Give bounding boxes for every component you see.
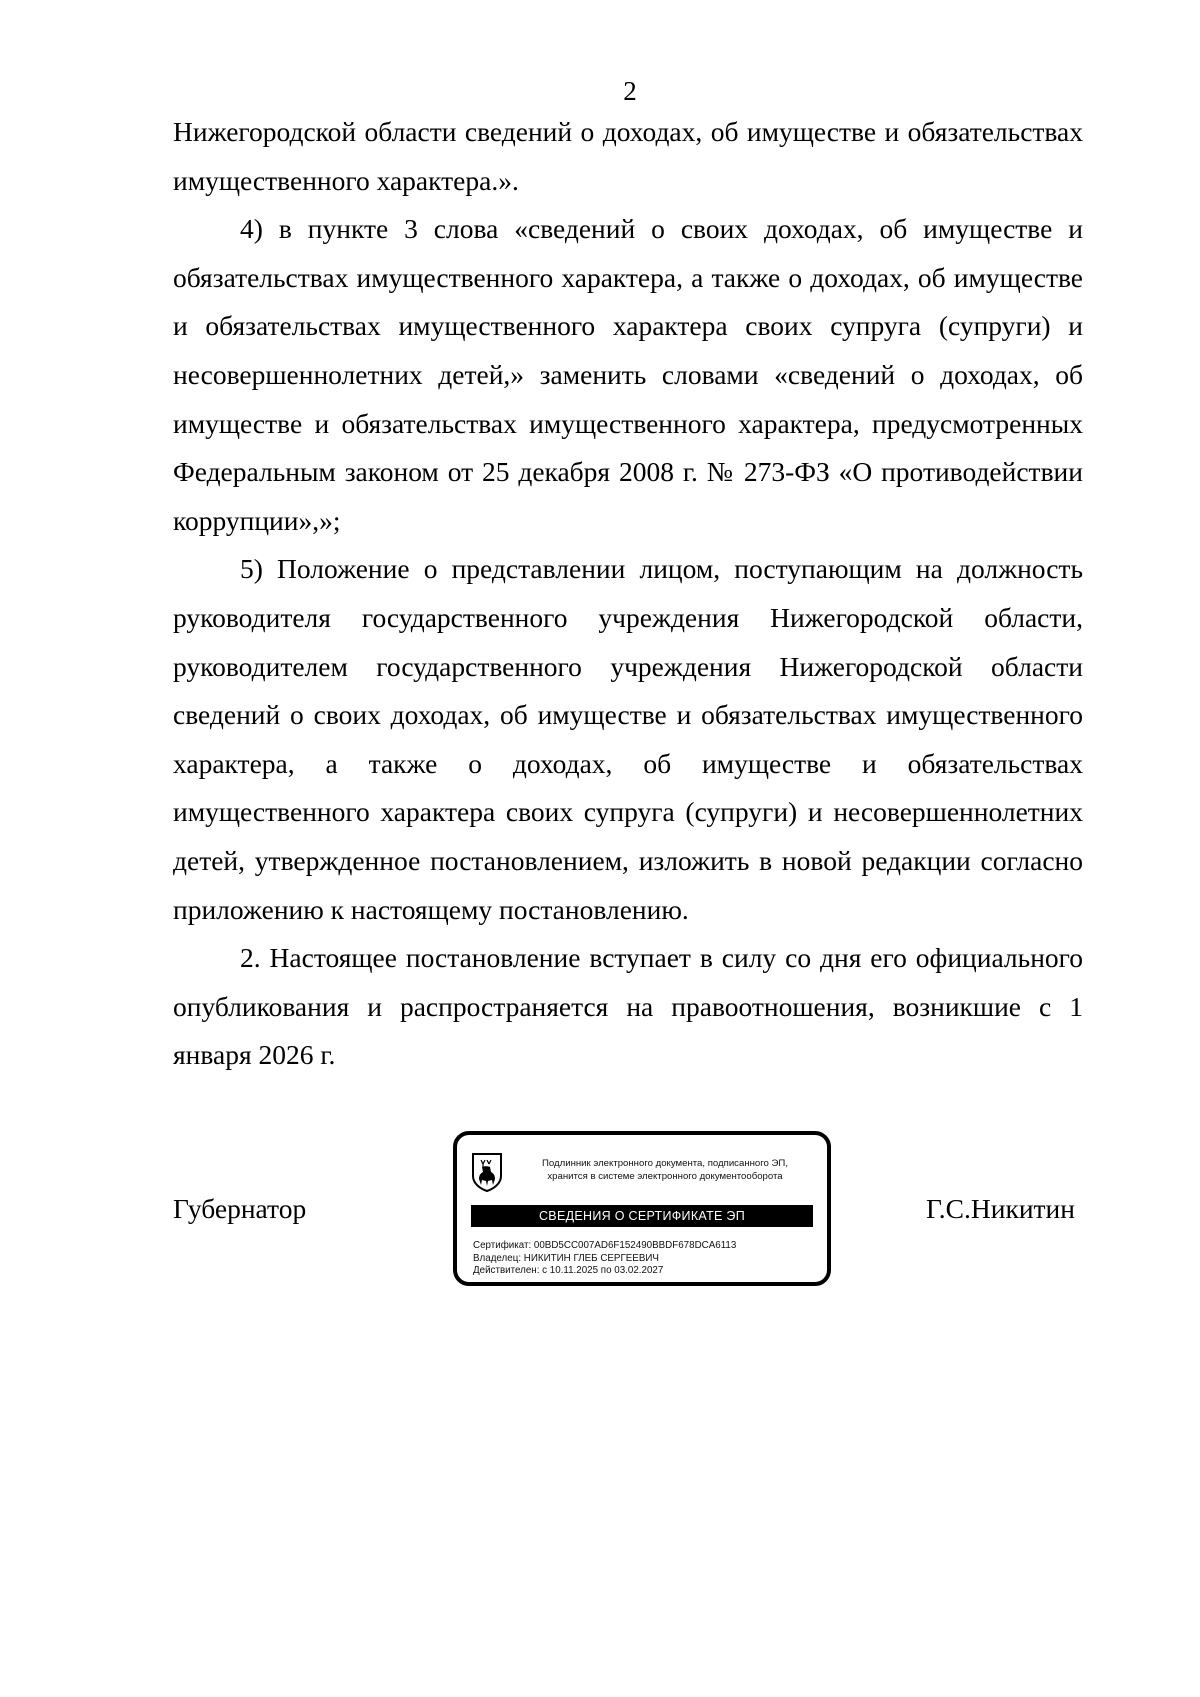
document-body	[173, 108, 1083, 1080]
page-number: 2	[623, 76, 637, 106]
stamp-header-line: Подлинник электронного документа, подписанного ЭП,	[542, 1158, 788, 1169]
paragraph-clause-2: 2. Настоящее постановление вступает в силу со дня его официального опубликования и распространяется на правоотношения, возникшие с 1 января 2026 г.	[173, 942, 1083, 1071]
certificate-owner: Владелец: НИКИТИН ГЛЕБ СЕРГЕЕВИЧ	[473, 1252, 659, 1264]
deer-coat-of-arms-icon	[471, 1152, 503, 1192]
stamp-header-line: хранится в системе электронного документооборота	[547, 1171, 783, 1182]
paragraph-continuation: Нижегородской области сведений о доходах, об имуществе и обязательствах имущественного характера.».	[173, 116, 1083, 196]
stamp-header	[515, 1157, 815, 1183]
signer-name: Г.С.Никитин	[926, 1193, 1075, 1224]
signer-title: Губернатор	[173, 1193, 307, 1224]
certificate-validity: Действителен: с 10.11.2025 по 03.02.2027	[473, 1265, 664, 1276]
signature-block	[0, 1131, 1200, 1291]
electronic-signature-stamp	[453, 1131, 831, 1286]
stamp-title-band: СВЕДЕНИЯ О СЕРТИФИКАТЕ ЭП	[471, 1205, 813, 1227]
paragraph-item-5: 5) Положение о представлении лицом, поступающим на должность руководителя государственного учреждения Нижегородской области, руководителем государственного учреждения Нижегородской области сведений о своих доходах, об имуществе и обязательствах имущественного характера, а также о доходах, об имуществе и обязательствах имущественного характера своих супруга (супруги) и несовершеннолетних детей, утвержденное постановлением, изложить в новой редакции согласно приложению к настоящему постановлению.	[173, 553, 1083, 925]
certificate-number: Сертификат: 00BD5CC007AD6F152490BBDF678DCA6113	[473, 1240, 737, 1251]
paragraph-item-4: 4) в пункте 3 слова «сведений о своих доходах, об имуществе и обязательствах имущественного характера, а также о доходах, об имуществе и обязательствах имущественного характера своих супруга (супруги) и несовершеннолетних детей,» заменить словами «сведений о доходах, об имуществе и обязательствах имущественного характера, предусмотренных Федеральным законом от 25 декабря 2008 г. № 273-ФЗ «О противодействии коррупции»,»;	[173, 213, 1083, 536]
stamp-certificate-details	[473, 1240, 813, 1278]
